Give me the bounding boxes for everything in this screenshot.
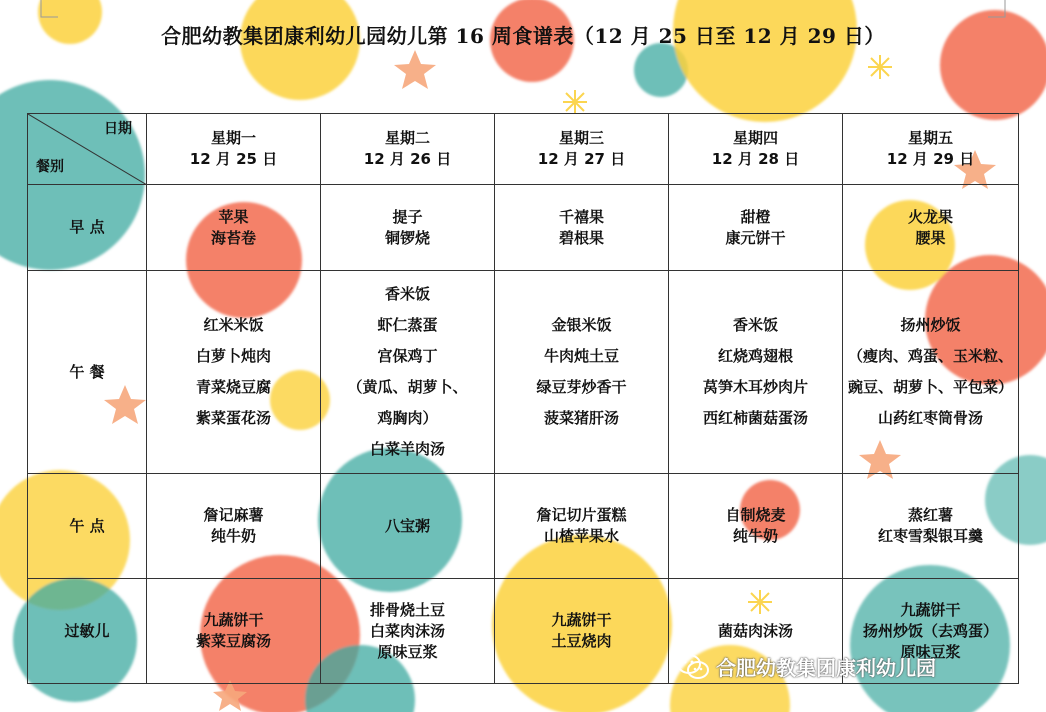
menu-item: 紫菜蛋花汤 xyxy=(195,409,271,427)
menu-item: 鸡胸肉） xyxy=(377,409,438,427)
date-label: 12 月 25 日 xyxy=(189,150,278,168)
date-label: 12 月 29 日 xyxy=(886,150,975,168)
date-label: 12 月 26 日 xyxy=(363,150,452,168)
menu-item: 九蔬饼干 xyxy=(551,611,612,629)
menu-cell xyxy=(669,185,843,271)
watermark-text: 合肥幼教集团康利幼儿园 xyxy=(716,656,936,680)
header-row xyxy=(28,114,1019,185)
weekday-label: 星期五 xyxy=(907,129,953,147)
menu-item: 菌菇肉沫汤 xyxy=(717,621,793,640)
menu-cell xyxy=(669,474,843,579)
meal-name-cell: 午 餐 xyxy=(28,271,147,474)
menu-item: 碧根果 xyxy=(558,228,604,247)
menu-item: 火龙果 xyxy=(907,207,953,226)
day-header-cell xyxy=(321,114,495,185)
day-header-cell xyxy=(669,114,843,185)
date-header-label: 日期 xyxy=(104,121,132,137)
menu-item: 西红柿菌菇蛋汤 xyxy=(702,409,808,427)
meal-row-lunch xyxy=(28,271,1019,474)
day-header-cell xyxy=(843,114,1019,185)
menu-item: 甜橙 xyxy=(740,207,771,226)
menu-item: 九蔬饼干 xyxy=(203,611,264,629)
menu-item: 自制烧麦 xyxy=(725,506,786,524)
menu-item: 山楂苹果水 xyxy=(543,527,619,545)
weekday-label: 星期三 xyxy=(558,129,604,147)
menu-item: 土豆烧肉 xyxy=(551,632,612,650)
menu-item: 苹果 xyxy=(218,207,249,226)
menu-item: 蒸红薯 xyxy=(907,506,953,524)
menu-cell xyxy=(321,474,495,579)
menu-item: 原味豆浆 xyxy=(377,642,438,661)
menu-item: 扬州炒饭（去鸡蛋） xyxy=(862,621,998,640)
menu-item: 豌豆、胡萝卜、平包菜） xyxy=(847,378,1013,396)
day-header-cell xyxy=(147,114,321,185)
menu-cell xyxy=(843,271,1019,474)
menu-item: 纯牛奶 xyxy=(210,527,256,545)
meal-row-afternoon-snack xyxy=(28,474,1019,579)
day-header-cell xyxy=(495,114,669,185)
meal-name-cell: 过敏儿 xyxy=(28,579,147,684)
header-corner-cell xyxy=(28,114,147,185)
menu-item: 白萝卜炖肉 xyxy=(195,347,271,365)
menu-item: 红枣雪梨银耳羹 xyxy=(877,527,983,545)
menu-item: 宫保鸡丁 xyxy=(377,347,438,365)
menu-cell xyxy=(147,185,321,271)
menu-item: 虾仁蒸蛋 xyxy=(377,316,438,334)
weekday-label: 星期一 xyxy=(210,129,256,147)
corner-mark-top-right xyxy=(988,0,1006,18)
menu-cell xyxy=(147,474,321,579)
menu-item: 詹记切片蛋糕 xyxy=(536,506,627,524)
menu-cell xyxy=(147,271,321,474)
date-label: 12 月 28 日 xyxy=(711,150,800,168)
menu-cell xyxy=(321,579,495,684)
menu-item: 白菜肉沫汤 xyxy=(369,621,445,640)
menu-item: （黄瓜、胡萝卜、 xyxy=(347,378,468,396)
menu-table xyxy=(27,113,1019,684)
menu-item: 原味豆浆 xyxy=(900,642,961,661)
menu-item: 千禧果 xyxy=(558,207,604,226)
menu-cell xyxy=(843,185,1019,271)
menu-item: 香米饭 xyxy=(732,316,778,334)
menu-item: 腰果 xyxy=(915,228,946,247)
menu-item: 红烧鸡翅根 xyxy=(717,347,793,365)
menu-item: 莴笋木耳炒肉片 xyxy=(702,378,808,396)
menu-item: 红米米饭 xyxy=(203,316,264,334)
menu-item: 山药红枣筒骨汤 xyxy=(877,409,983,427)
meal-name-cell: 早 点 xyxy=(28,185,147,271)
menu-item: 香米饭 xyxy=(384,285,430,303)
menu-item: 牛肉炖土豆 xyxy=(543,347,619,365)
menu-item: 金银米饭 xyxy=(551,316,612,334)
menu-cell xyxy=(843,474,1019,579)
menu-cell xyxy=(147,579,321,684)
menu-item: 九蔬饼干 xyxy=(900,600,961,619)
weekday-label: 星期二 xyxy=(384,129,430,147)
weekday-label: 星期四 xyxy=(732,129,778,147)
menu-item: 纯牛奶 xyxy=(732,527,778,545)
menu-cell xyxy=(495,579,669,684)
menu-item: 紫菜豆腐汤 xyxy=(195,632,271,650)
menu-item: 铜锣烧 xyxy=(384,228,430,247)
meal-name-cell: 午 点 xyxy=(28,474,147,579)
menu-cell xyxy=(495,185,669,271)
menu-item: 绿豆芽炒香干 xyxy=(536,378,627,396)
menu-item: 八宝粥 xyxy=(384,516,430,535)
wechat-icon xyxy=(676,653,710,681)
menu-cell xyxy=(321,185,495,271)
page-title: 合肥幼教集团康利幼儿园幼儿第 16 周食谱表（12 月 25 日至 12 月 29 日） xyxy=(161,24,885,48)
menu-item: 詹记麻薯 xyxy=(203,506,264,524)
menu-cell xyxy=(669,271,843,474)
menu-item: 白菜羊肉汤 xyxy=(369,440,445,458)
date-label: 12 月 27 日 xyxy=(537,150,626,168)
meal-row-breakfast xyxy=(28,185,1019,271)
menu-item: 海苔卷 xyxy=(210,228,256,247)
menu-item: 扬州炒饭 xyxy=(900,316,961,334)
corner-mark-top-left xyxy=(40,0,58,18)
meal-header-label: 餐别 xyxy=(36,159,64,175)
menu-item: 菠菜猪肝汤 xyxy=(543,409,619,427)
menu-item: 青菜烧豆腐 xyxy=(195,378,271,396)
menu-item: 排骨烧土豆 xyxy=(369,600,445,619)
menu-item: 提子 xyxy=(392,207,423,226)
wechat-watermark xyxy=(676,652,936,681)
menu-item: （瘦肉、鸡蛋、玉米粒、 xyxy=(847,347,1013,365)
menu-item: 康元饼干 xyxy=(725,228,786,247)
menu-cell xyxy=(495,474,669,579)
menu-cell xyxy=(495,271,669,474)
menu-cell xyxy=(321,271,495,474)
